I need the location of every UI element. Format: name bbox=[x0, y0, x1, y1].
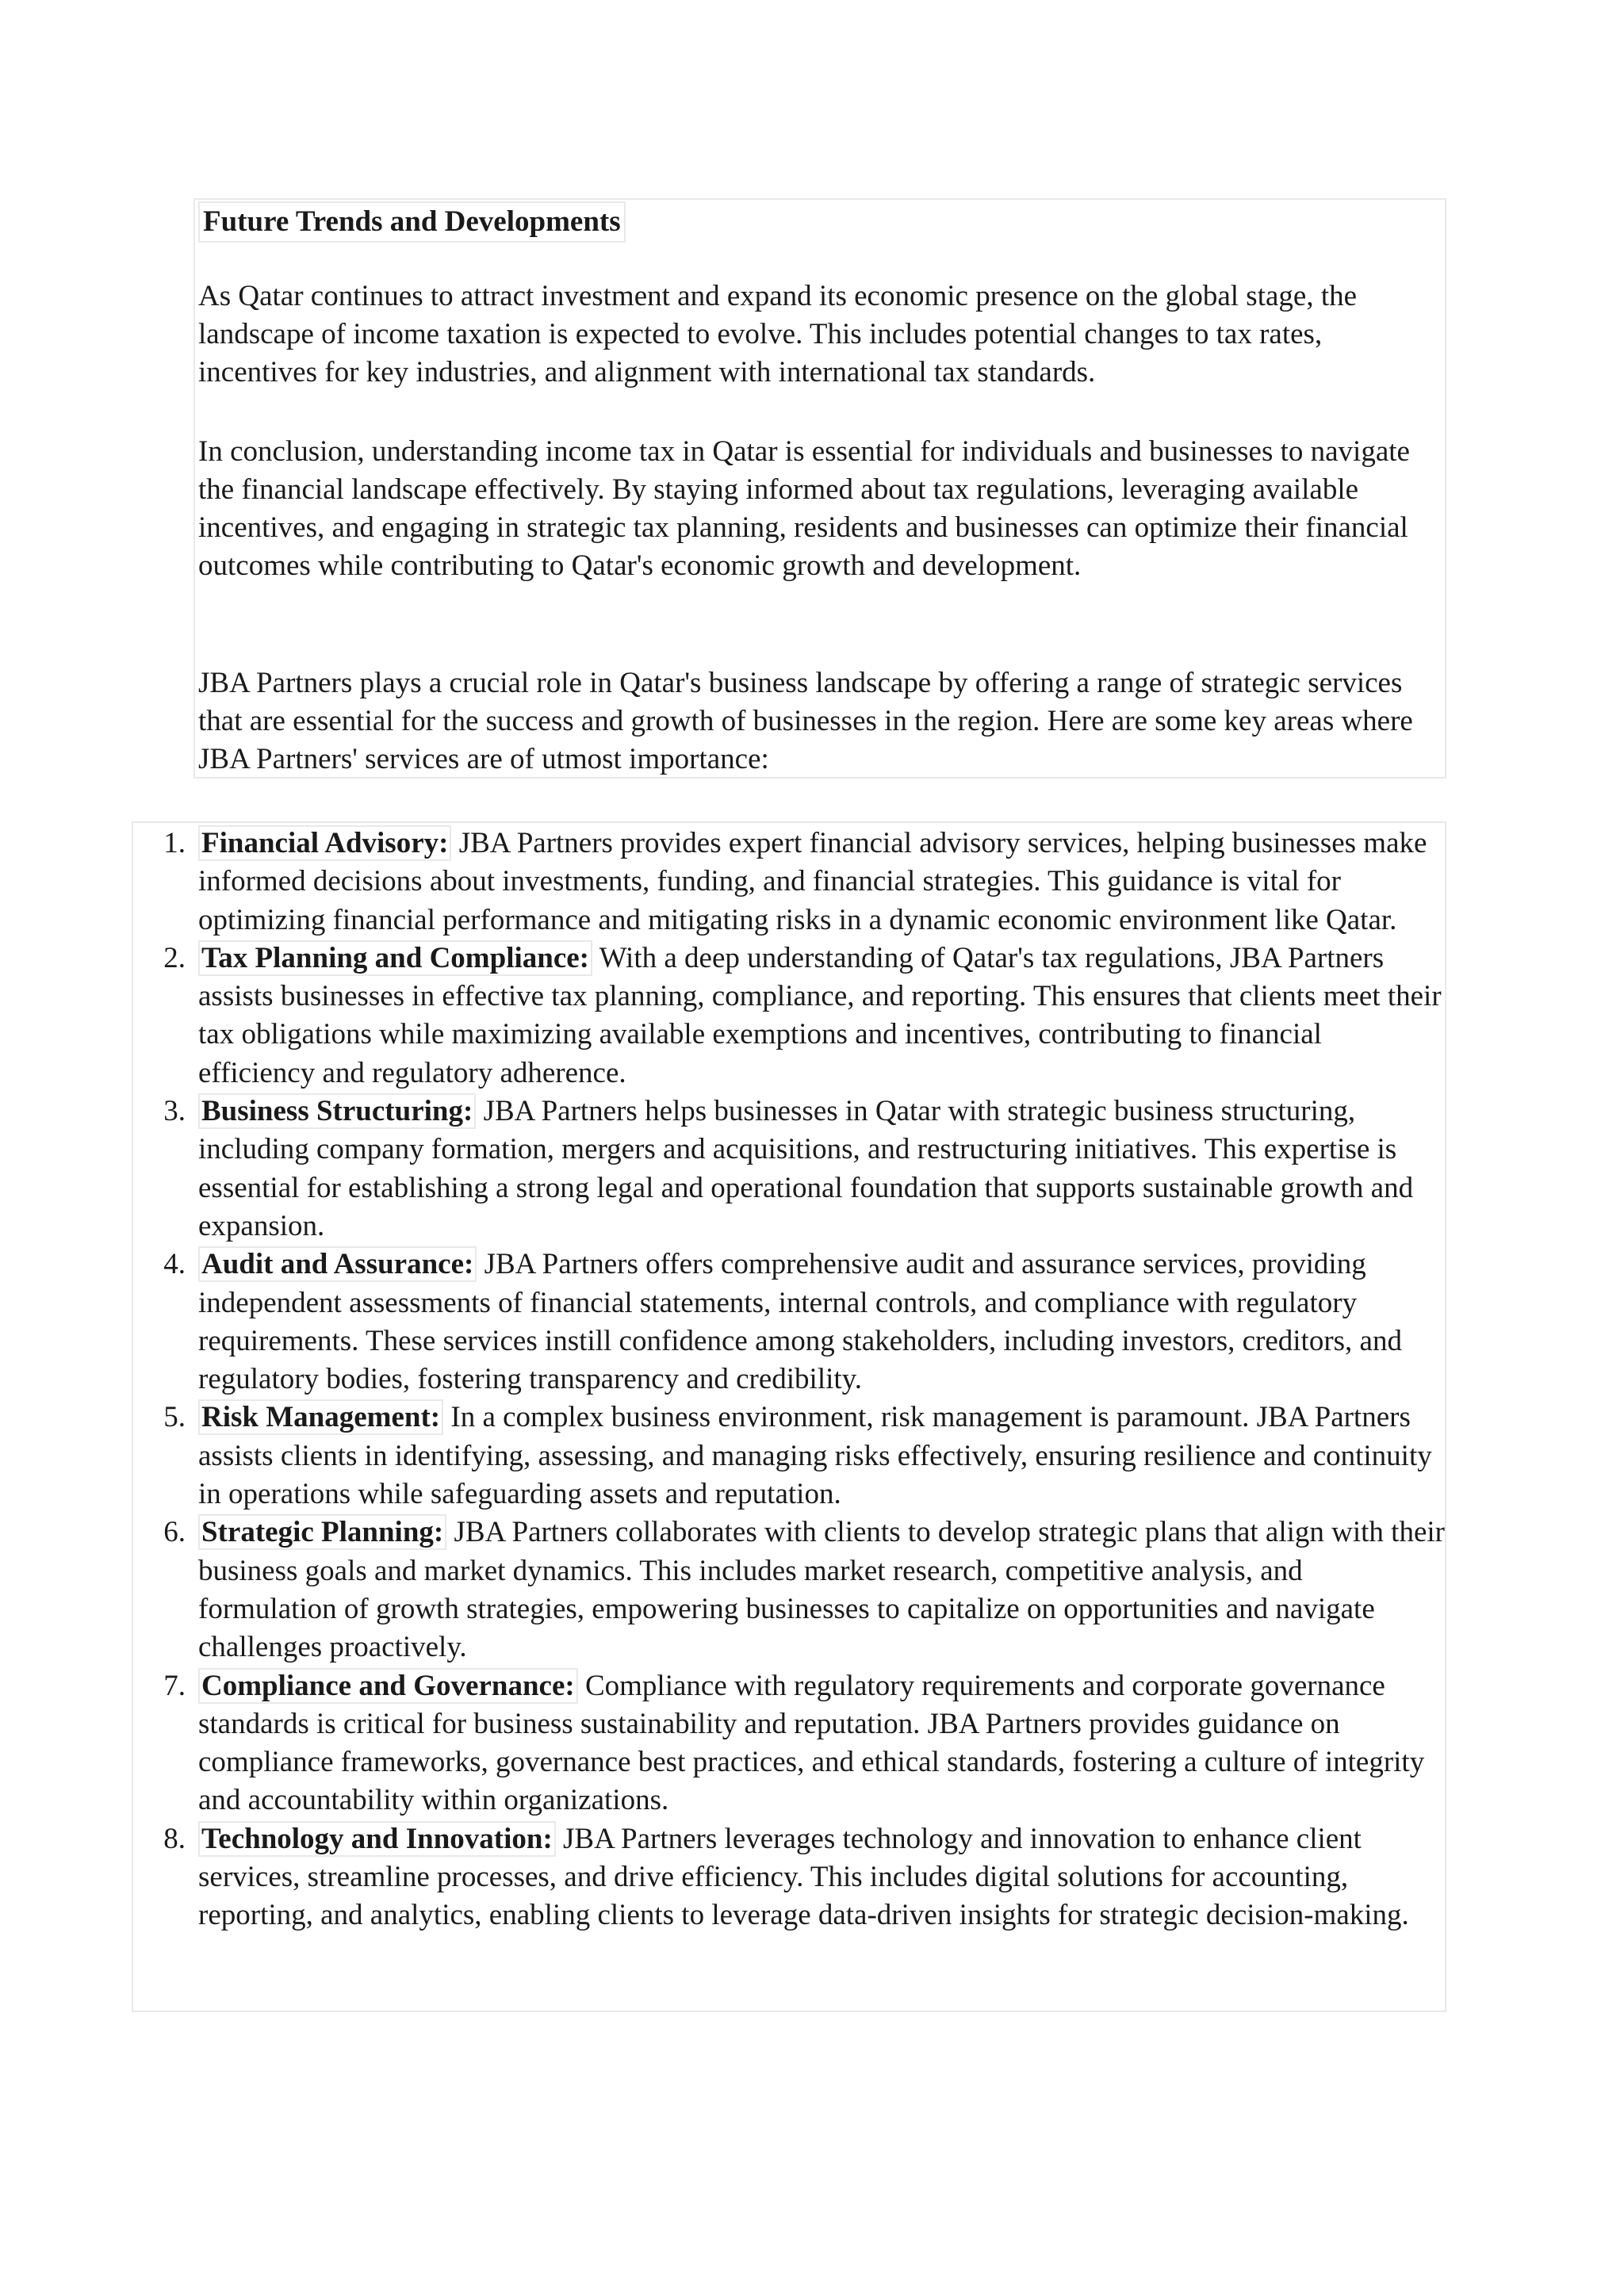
list-item-term: Risk Management: bbox=[198, 1399, 443, 1435]
list-item bbox=[163, 1399, 1445, 1513]
list-item bbox=[163, 939, 1445, 1093]
list-item-number: 6. bbox=[163, 1516, 186, 1549]
list-item-text: With a deep understanding of Qatar's tax regulations, JBA Partners assists businesses in effective tax planning, compliance, and reporting. This ensures that clients meet their tax obligations while maximizing available exemptions and incentives, contributing to financial efficiency and regulatory adherence. bbox=[198, 941, 1442, 1089]
list-item-term: Compliance and Governance: bbox=[198, 1668, 578, 1704]
list-item-number: 1. bbox=[163, 827, 186, 859]
list-item-text: JBA Partners collaborates with clients to develop strategic plans that align with their business goals and market dynamics. This includes market research, competitive analysis, and formulation of growth strategies, empowering businesses to capitalize on opportunities and navigate challenges proactively. bbox=[198, 1516, 1445, 1664]
list-item bbox=[163, 825, 1445, 939]
list-item-number: 4. bbox=[163, 1248, 186, 1281]
section-heading: Future Trends and Developments bbox=[198, 201, 626, 243]
list-item-term: Financial Advisory: bbox=[198, 825, 451, 861]
list-item bbox=[163, 1513, 1445, 1667]
list-item-text: JBA Partners leverages technology and innovation to enhance client services, streamline processes, and drive efficiency. This includes digital solutions for accounting, reporting, and analytics, enabling clients to leverage data-driven insights for strategic decision-making. bbox=[198, 1822, 1409, 1932]
list-item-text: In a complex business environment, risk management is paramount. JBA Partners assists clients in identifying, assessing, and managing risks effectively, ensuring resilience and continuity in operations while safeguarding assets and reputation. bbox=[198, 1401, 1432, 1511]
list-item-text: Compliance with regulatory requirements and corporate governance standards is critical for business sustainability and reputation. JBA Partners provides guidance on compliance frameworks, governance best practices, and ethical standards, fostering a culture of integrity and accountability within organizations. bbox=[198, 1669, 1425, 1817]
list-item bbox=[163, 1246, 1445, 1399]
list-item bbox=[163, 1820, 1445, 1935]
list-item bbox=[163, 1093, 1445, 1246]
list-item-term: Technology and Innovation: bbox=[198, 1821, 556, 1857]
paragraph-future-trends: As Qatar continues to attract investment and expand its economic presence on the global stage, the landscape of income taxation is expected to evolve. This includes potential changes to tax rates, incentives for key industries, and alignment with international tax standards. bbox=[198, 280, 1358, 388]
list-item bbox=[163, 1667, 1445, 1820]
list-item-term: Audit and Assurance: bbox=[198, 1246, 477, 1282]
list-item-text: JBA Partners offers comprehensive audit and assurance services, providing independent assessments of financial statements, internal controls, and compliance with regulatory requirements. These services instill confidence among stakeholders, including investors, creditors, and regulatory bodies, fostering transparency and credibility. bbox=[198, 1248, 1402, 1396]
list-item-number: 8. bbox=[163, 1822, 186, 1855]
services-list bbox=[163, 825, 1445, 1935]
list-item-number: 7. bbox=[163, 1669, 186, 1702]
list-item-term: Business Structuring: bbox=[198, 1093, 476, 1129]
list-item-number: 5. bbox=[163, 1401, 186, 1434]
list-item-term: Tax Planning and Compliance: bbox=[198, 940, 592, 976]
list-item-number: 3. bbox=[163, 1095, 186, 1128]
paragraph-jba-intro: JBA Partners plays a crucial role in Qatar's business landscape by offering a range of strategic services that are essential for the success and growth of businesses in the region. Here are some key areas where JBA Partners' services are of utmost importance: bbox=[198, 667, 1413, 775]
list-item-number: 2. bbox=[163, 941, 186, 974]
list-item-text: JBA Partners provides expert financial advisory services, helping businesses make informed decisions about investments, funding, and financial strategies. This guidance is vital for optimizing financial performance and mitigating risks in a dynamic economic environment like Qatar. bbox=[198, 827, 1427, 936]
paragraph-conclusion: In conclusion, understanding income tax in Qatar is essential for individuals and businesses to navigate the financial landscape effectively. By staying informed about tax regulations, leveraging available incentives, and engaging in strategic tax planning, residents and businesses can optimize their financial outcomes while contributing to Qatar's economic growth and development. bbox=[198, 435, 1410, 582]
list-item-term: Strategic Planning: bbox=[198, 1514, 446, 1550]
list-item-text: JBA Partners helps businesses in Qatar with strategic business structuring, including company formation, mergers and acquisitions, and restructuring initiatives. This expertise is essential for establishing a strong legal and operational foundation that supports sustainable growth and expansion. bbox=[198, 1095, 1414, 1242]
